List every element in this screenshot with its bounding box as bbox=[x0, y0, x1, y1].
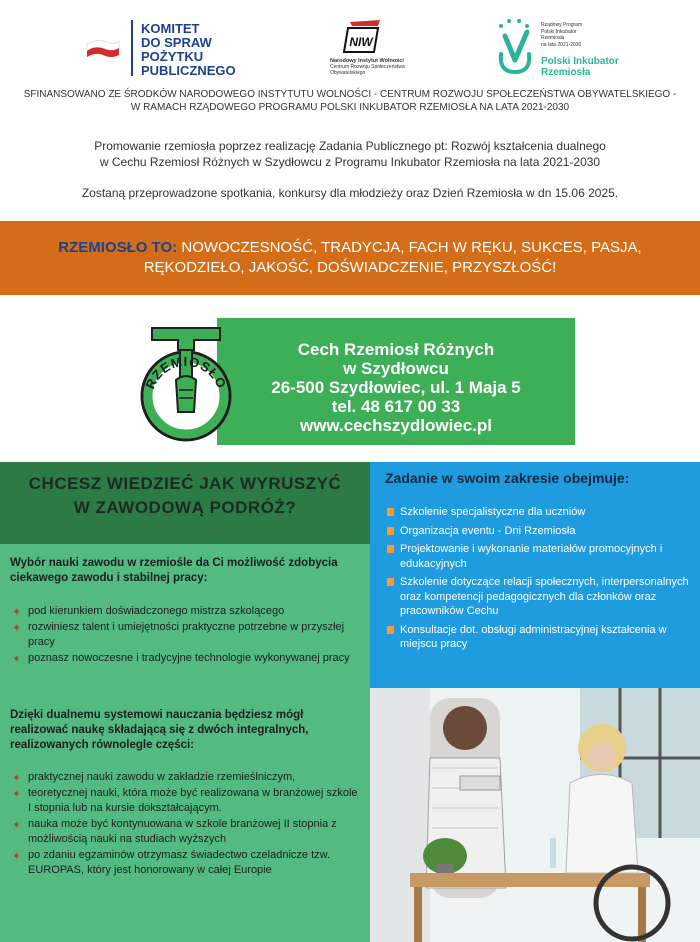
list-item: ➧ poznasz nowoczesne i tradycyjne technologie wykonywanej pracy bbox=[12, 652, 350, 665]
niw-logo-text: NIW bbox=[349, 35, 373, 49]
arrow-bullet-icon: ➧ bbox=[12, 788, 22, 800]
niw-logo bbox=[330, 18, 440, 78]
niw-caption: Narodowy Instytut Wolności Centrum Rozwoju Społeczeństwa Obywatelskiego bbox=[330, 58, 405, 76]
left-intro: Wybór nauki zawodu w rzemiośle da Ci możliwość zdobycia ciekawego zawodu i stabilnej pracy: bbox=[10, 557, 338, 584]
guild-phone: tel. 48 617 00 33 bbox=[331, 397, 461, 416]
square-bullet-icon bbox=[387, 578, 394, 586]
left-heading: CHCESZ WIEDZIEĆ JAK WYRUSZYĆ W ZAWODOWĄ PODRÓŻ? bbox=[28, 474, 342, 517]
komitet-name: KOMITET DO SPRAW POŻYTKU PUBLICZNEGO bbox=[141, 21, 236, 78]
square-bullet-icon bbox=[387, 527, 394, 535]
tasks-list bbox=[387, 505, 692, 656]
niw-mark bbox=[342, 18, 382, 54]
komitet-logo bbox=[85, 20, 255, 80]
guild-logo-text: RZEMIOSŁO bbox=[142, 353, 230, 392]
office-photo bbox=[370, 688, 700, 942]
list-item: Projektowanie i wykonanie materiałów promocyjnych i edukacyjnych bbox=[387, 542, 692, 571]
pir-logo bbox=[495, 18, 645, 80]
list-item: ➧ po zdaniu egzaminów otrzymasz świadectwo czeladnicze tzw. EUROPAS, który jest honorowany w całej Europie bbox=[12, 849, 331, 876]
dual-system-list bbox=[10, 770, 362, 879]
pir-name: Polski Inkubator Rzemiosła bbox=[541, 56, 619, 78]
arrow-bullet-icon: ➧ bbox=[12, 850, 22, 862]
events-paragraph: Zostaną przeprowadzone spotkania, konkursy dla młodzieży oraz Dzień Rzemiosła w dn 15.06 2025. bbox=[81, 186, 619, 200]
arrow-bullet-icon: ➧ bbox=[12, 772, 22, 784]
funding-statement: SFINANSOWANO ZE ŚRODKÓW NARODOWEGO INSTYTUTU WOLNOŚCI - CENTRUM ROZWOJU SPOŁECZEŃSTWA OBYWATELSKIEGO - W RAMACH RZĄDOWEGO PROGRAMU POLSKI INKUBATOR RZEMIOSŁA NA LATA 2021-2030 bbox=[23, 89, 677, 113]
pir-program-text: Rządowy Program Polski Inkubator Rzemiosła na lata 2021-2030 bbox=[541, 22, 583, 48]
polish-flag-icon bbox=[85, 36, 121, 58]
guild-contact-panel bbox=[217, 318, 575, 445]
benefits-list bbox=[10, 604, 362, 667]
guild-website[interactable]: www.cechszydlowiec.pl bbox=[299, 416, 493, 435]
list-item: Szkolenie specjalistyczne dla uczniów bbox=[387, 505, 692, 520]
promo-paragraph: Promowanie rzemiosła poprzez realizację Zadania Publicznego pt: Rozwój kształcenia dualnego w Cechu Rzemiosł Różnych w Szydłowcu z Programu Inkubator Rzemiosła na lata 2021-2030 bbox=[94, 139, 606, 169]
guild-name-line2: w Szydłowcu bbox=[343, 359, 449, 378]
komitet-divider bbox=[131, 20, 133, 76]
list-item: Konsultacje dot. obsługi administracyjnej kształcenia w miejscu pracy bbox=[387, 623, 692, 652]
square-bullet-icon bbox=[387, 508, 394, 516]
arrow-bullet-icon: ➧ bbox=[12, 622, 22, 634]
left-heading-box bbox=[0, 462, 370, 544]
dual-system-intro: Dzięki dualnemu systemowi nauczania będziesz mógł realizować naukę składającą się z dwóch integralnych, realizowanych równolegle części: bbox=[10, 709, 309, 751]
list-item: ➧ rozwiniesz talent i umiejętności praktyczne potrzebne w przyszłej pracy bbox=[12, 621, 345, 648]
list-item: Szkolenie dotyczące relacji społecznych, interpersonalnych oraz kompetencji pedagogicznych dla członków oraz pracowników Cechu bbox=[387, 575, 692, 619]
sprout-v-icon bbox=[495, 18, 535, 76]
list-item: ➧ teoretycznej nauki, która może być realizowana w branżowej szkole I stopnia lub na kursie dokształcającym. bbox=[12, 787, 358, 814]
list-item: Organizacja eventu - Dni Rzemiosła bbox=[387, 524, 692, 539]
list-item: ➧ pod kierunkiem doświadczonego mistrza szkolącego bbox=[12, 605, 285, 618]
square-bullet-icon bbox=[387, 545, 394, 553]
square-bullet-icon bbox=[387, 626, 394, 634]
guild-logo bbox=[138, 320, 234, 444]
arrow-bullet-icon: ➧ bbox=[12, 819, 22, 831]
office-illustration bbox=[370, 688, 700, 942]
arrow-bullet-icon: ➧ bbox=[12, 653, 22, 665]
arrow-bullet-icon: ➧ bbox=[12, 606, 22, 618]
guild-name-line1: Cech Rzemiosł Różnych bbox=[297, 340, 495, 359]
craft-banner-text: RZEMIOSŁO TO: NOWOCZESNOŚĆ, TRADYCJA, FACH W RĘKU, SUKCES, PASJA, RĘKODZIEŁO, JAKOŚĆ, DOŚWIADCZENIE, PRZYSZŁOŚĆ! bbox=[58, 239, 642, 276]
guild-address: 26-500 Szydłowiec, ul. 1 Maja 5 bbox=[271, 378, 521, 397]
tasks-heading: Zadanie w swoim zakresie obejmuje: bbox=[385, 470, 630, 486]
list-item: ➧ nauka może być kontynuowana w szkole branżowej II stopnia z możliwością nauki na studiach wyższych bbox=[12, 818, 337, 845]
list-item: ➧ praktycznej nauki zawodu w zakładzie rzemieślniczym, bbox=[12, 771, 296, 784]
craft-banner-lead: RZEMIOSŁO TO: bbox=[58, 239, 178, 256]
